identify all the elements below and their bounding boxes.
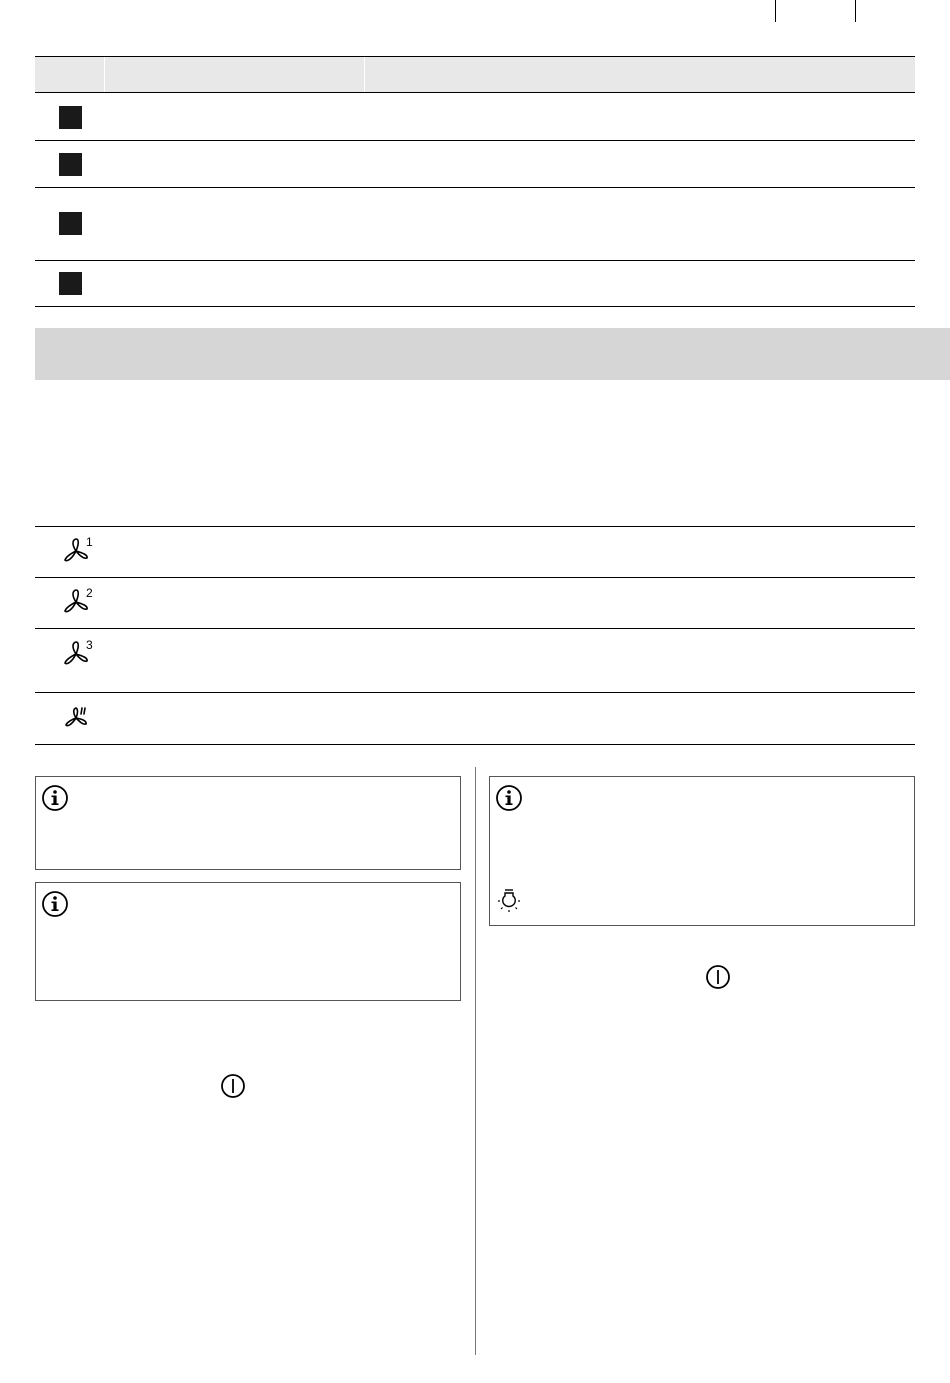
table-header-separator: [104, 57, 105, 92]
fan-table-top-rule: [35, 526, 915, 527]
crop-mark-right: [855, 0, 856, 22]
fan-table-rule: [35, 628, 915, 629]
table-header: [35, 57, 915, 92]
light-bulb-icon: [496, 888, 522, 914]
table-row-rule: [35, 187, 915, 188]
table-row-marker-icon: [59, 212, 82, 235]
info-note-box: [35, 882, 461, 1001]
table-top-rule: [35, 56, 915, 57]
table-header-rule: [35, 92, 915, 93]
svg-text:1: 1: [86, 535, 93, 549]
table-row-marker-icon: [59, 106, 82, 129]
table-row-rule: [35, 140, 915, 141]
table-row-marker-icon: [59, 153, 82, 176]
column-divider: [475, 767, 476, 1355]
fan-speed-3-icon: [62, 638, 96, 668]
fan-boost-icon: [62, 703, 96, 733]
info-icon: [495, 784, 523, 812]
fan-speed-2-icon: [62, 586, 96, 616]
power-icon: [220, 1073, 246, 1099]
info-note-box: [489, 776, 915, 926]
fan-speed-1-icon: [62, 535, 96, 565]
crop-mark-left: [775, 0, 776, 22]
svg-text:3: 3: [86, 638, 93, 652]
svg-text:2: 2: [86, 586, 93, 600]
table-row-rule: [35, 260, 915, 261]
fan-table-rule: [35, 692, 915, 693]
info-icon: [41, 784, 69, 812]
info-icon: [41, 890, 69, 918]
table-header-separator: [364, 57, 365, 92]
section-heading-band: [35, 328, 950, 380]
info-note-box: [35, 776, 461, 870]
power-icon: [705, 964, 731, 990]
fan-table-rule: [35, 577, 915, 578]
fan-table-bottom-rule: [35, 744, 915, 745]
table-row-marker-icon: [59, 272, 82, 295]
table-bottom-rule: [35, 306, 915, 307]
